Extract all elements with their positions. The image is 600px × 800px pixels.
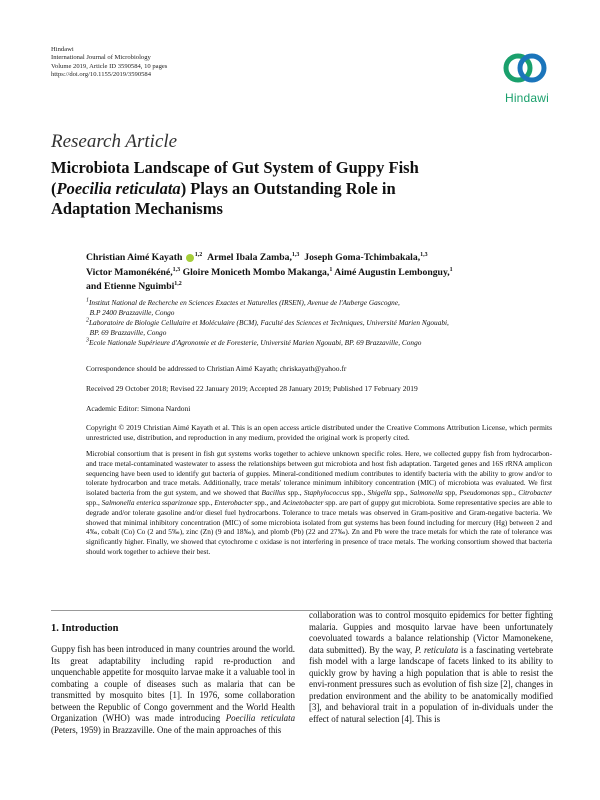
intro-left-column: Guppy fish has been introduced in many countries around the world. Its great adaptability including rapid re-production and unquenchable appetite for mosquito larvae make it a valuable tool in combating a couple of diseases such as malaria that can be transmitted by mosquito bites [1]. In 1976, some collaboration between the Republic of Congo government and the World Health Organization (WHO) was made introducing Poecilia reticulata (Peters, 1959) in Brazzaville. One of the main approaches of this <box>51 644 296 735</box>
author-name[interactable]: and Etienne Nguimbi <box>86 281 175 292</box>
academic-editor: Academic Editor: Simona Nardoni <box>86 404 191 413</box>
title-line-3: Adaptation Mechanisms <box>51 199 223 218</box>
abstract: Microbial consortium that is present in fish gut systems works together to achieve unknown specific roles. Here, we collected guppy fish from hydrocarbon- and trace metal-contaminated wastewater to assess the relationships between gut microbiota and host fish adaptation. Targeted genes and 16S rRNA amplicon sequencing have been used to identify gut bacteria of guppies. Mineral-conditioned medium contributes to identify bacteria with the ability to grow and/or to tolerate hydrocarbon and trace metals. Additionally, trace metals' tolerance minimum inhibitory concentration (MIC) of microbiota was evaluated. We first isolated bacteria from the gut system, and we showed that Bacillus spp., Staphylococcus spp., Shigella spp., Salmonella spp, Pseudomonas spp., Citrobacter spp., Salmonella enterica ssparizonae spp., Enterobacter spp., and Acinetobacter spp. are part of guppy gut microbiota. Some representative species are able to degrade and/or tolerate gasoline and/or diesel fuel hydrocarbons. Tolerance to trace metals was observed in Gram-positive and Gram-negative bacteria. We showed that minimal inhibitory concentration (MIC) of some microbiota isolated from gut systems has been found including for mercury (Hg) between 2 and 4‰, cobalt (Co) Co (2 and 5‰), zinc (Zn) (9 and 18‰), and plomb (Pb) (22 and 27‰). Zn and Pb were the trace metals for which the rate of tolerance was significantly higher. Finally, we showed that cytochrome c oxidase is not interfering in presence of trace metals. The working consortium showed that bacteria should work together to achieve their best. <box>86 449 553 556</box>
journal-name: International Journal of Microbiology <box>51 54 151 62</box>
author-list: Christian Aimé Kayath $^{1,2}$ Armel Ibala Zamba,$^{1,3}$ Joseph Goma-Tchimbakala,$^{1,3}$ Victor Mamonékéné,$^{1,3}$ Gloire Moniceth Mombo Makanga,$^1$ Aimé Augustin Lembonguy,$^1$ and Etienne Nguimbi$^{1,2}$ <box>86 251 453 292</box>
article-type: Research Article <box>51 131 178 152</box>
hindawi-logo-text: Hindawi <box>504 91 550 105</box>
author-name[interactable]: Aimé Augustin Lembonguy, <box>334 266 450 278</box>
title-line-1: Microbiota Landscape of Gut System of Guppy Fish <box>51 158 419 177</box>
intro-right-column: collaboration was to control mosquito epidemics for better fighting malaria. Guppies and mosquito larvae have been unfortunately coevoluated towards a balance relationship (Victor Mamonekene, data submitted). By the way, P. reticulata is a fascinating vertebrate fish model with a large landscape of facets linked to its ability to quickly grow by having a high population that is able to resist the envi-ronment pressures such as evolution of fish size [2], changes in predation environment and the ability to be anatomically modified [3], and behavioral trait in a population of in-dividuals under the effect of natural selection [4]. This is <box>309 610 554 724</box>
affiliations <box>86 298 546 349</box>
author-name[interactable]: Victor Mamonékéné, <box>86 266 173 278</box>
author-name[interactable]: Armel Ibala Zamba, <box>207 252 292 263</box>
affiliation-item: $^1$Institut National de Recherche en Sciences Exactes et Naturelles (IRSEN), Avenue de l'Auberge Gascogne, B.P 2400 Brazzaville, Congo <box>86 297 400 317</box>
orcid-icon[interactable] <box>186 254 194 262</box>
affiliation-item: $^3$Ecole Nationale Supérieure d'Agronomie et de Foresterie, Université Marien Ngouabi, BP. 69 Brazzaville, Congo <box>86 337 422 348</box>
correspondence: Correspondence should be addressed to Christian Aimé Kayath; chriskayath@yahoo.fr <box>86 364 347 373</box>
section-heading-introduction: 1. Introduction <box>51 623 119 634</box>
volume-info: Volume 2019, Article ID 3590584, 10 pages <box>51 62 168 70</box>
publisher-name: Hindawi <box>51 46 74 53</box>
affiliation-item: $^2$Laboratoire de Biologie Cellulaire et Moléculaire (BCM), Faculté des Sciences et Techniques, Université Marien Ngouabi, BP. 69 Brazzaville, Congo <box>86 317 449 337</box>
doi-link[interactable]: https://doi.org/10.1155/2019/3590584 <box>51 71 152 79</box>
author-name[interactable]: Joseph Goma-Tchimbakala, <box>304 252 421 263</box>
title-species: Poecilia reticulata <box>56 178 181 198</box>
copyright-notice: Copyright © 2019 Christian Aimé Kayath et al. This is an open access article distributed under the Creative Commons Attribution License, which permits unrestricted use, distribution, and reproduction in any medium, provided the original work is properly cited. <box>86 423 552 442</box>
title-line-2: (Poecilia reticulata) Plays an Outstanding Role in <box>51 178 396 198</box>
history-dates: Received 29 October 2018; Revised 22 January 2019; Accepted 28 January 2019; Published 17 February 2019 <box>86 384 418 393</box>
author-name[interactable]: Christian Aimé Kayath <box>86 252 183 263</box>
author-name[interactable]: Gloire Moniceth Mombo Makanga, <box>182 266 330 278</box>
journal-header <box>51 46 167 80</box>
paper-title <box>51 158 471 220</box>
